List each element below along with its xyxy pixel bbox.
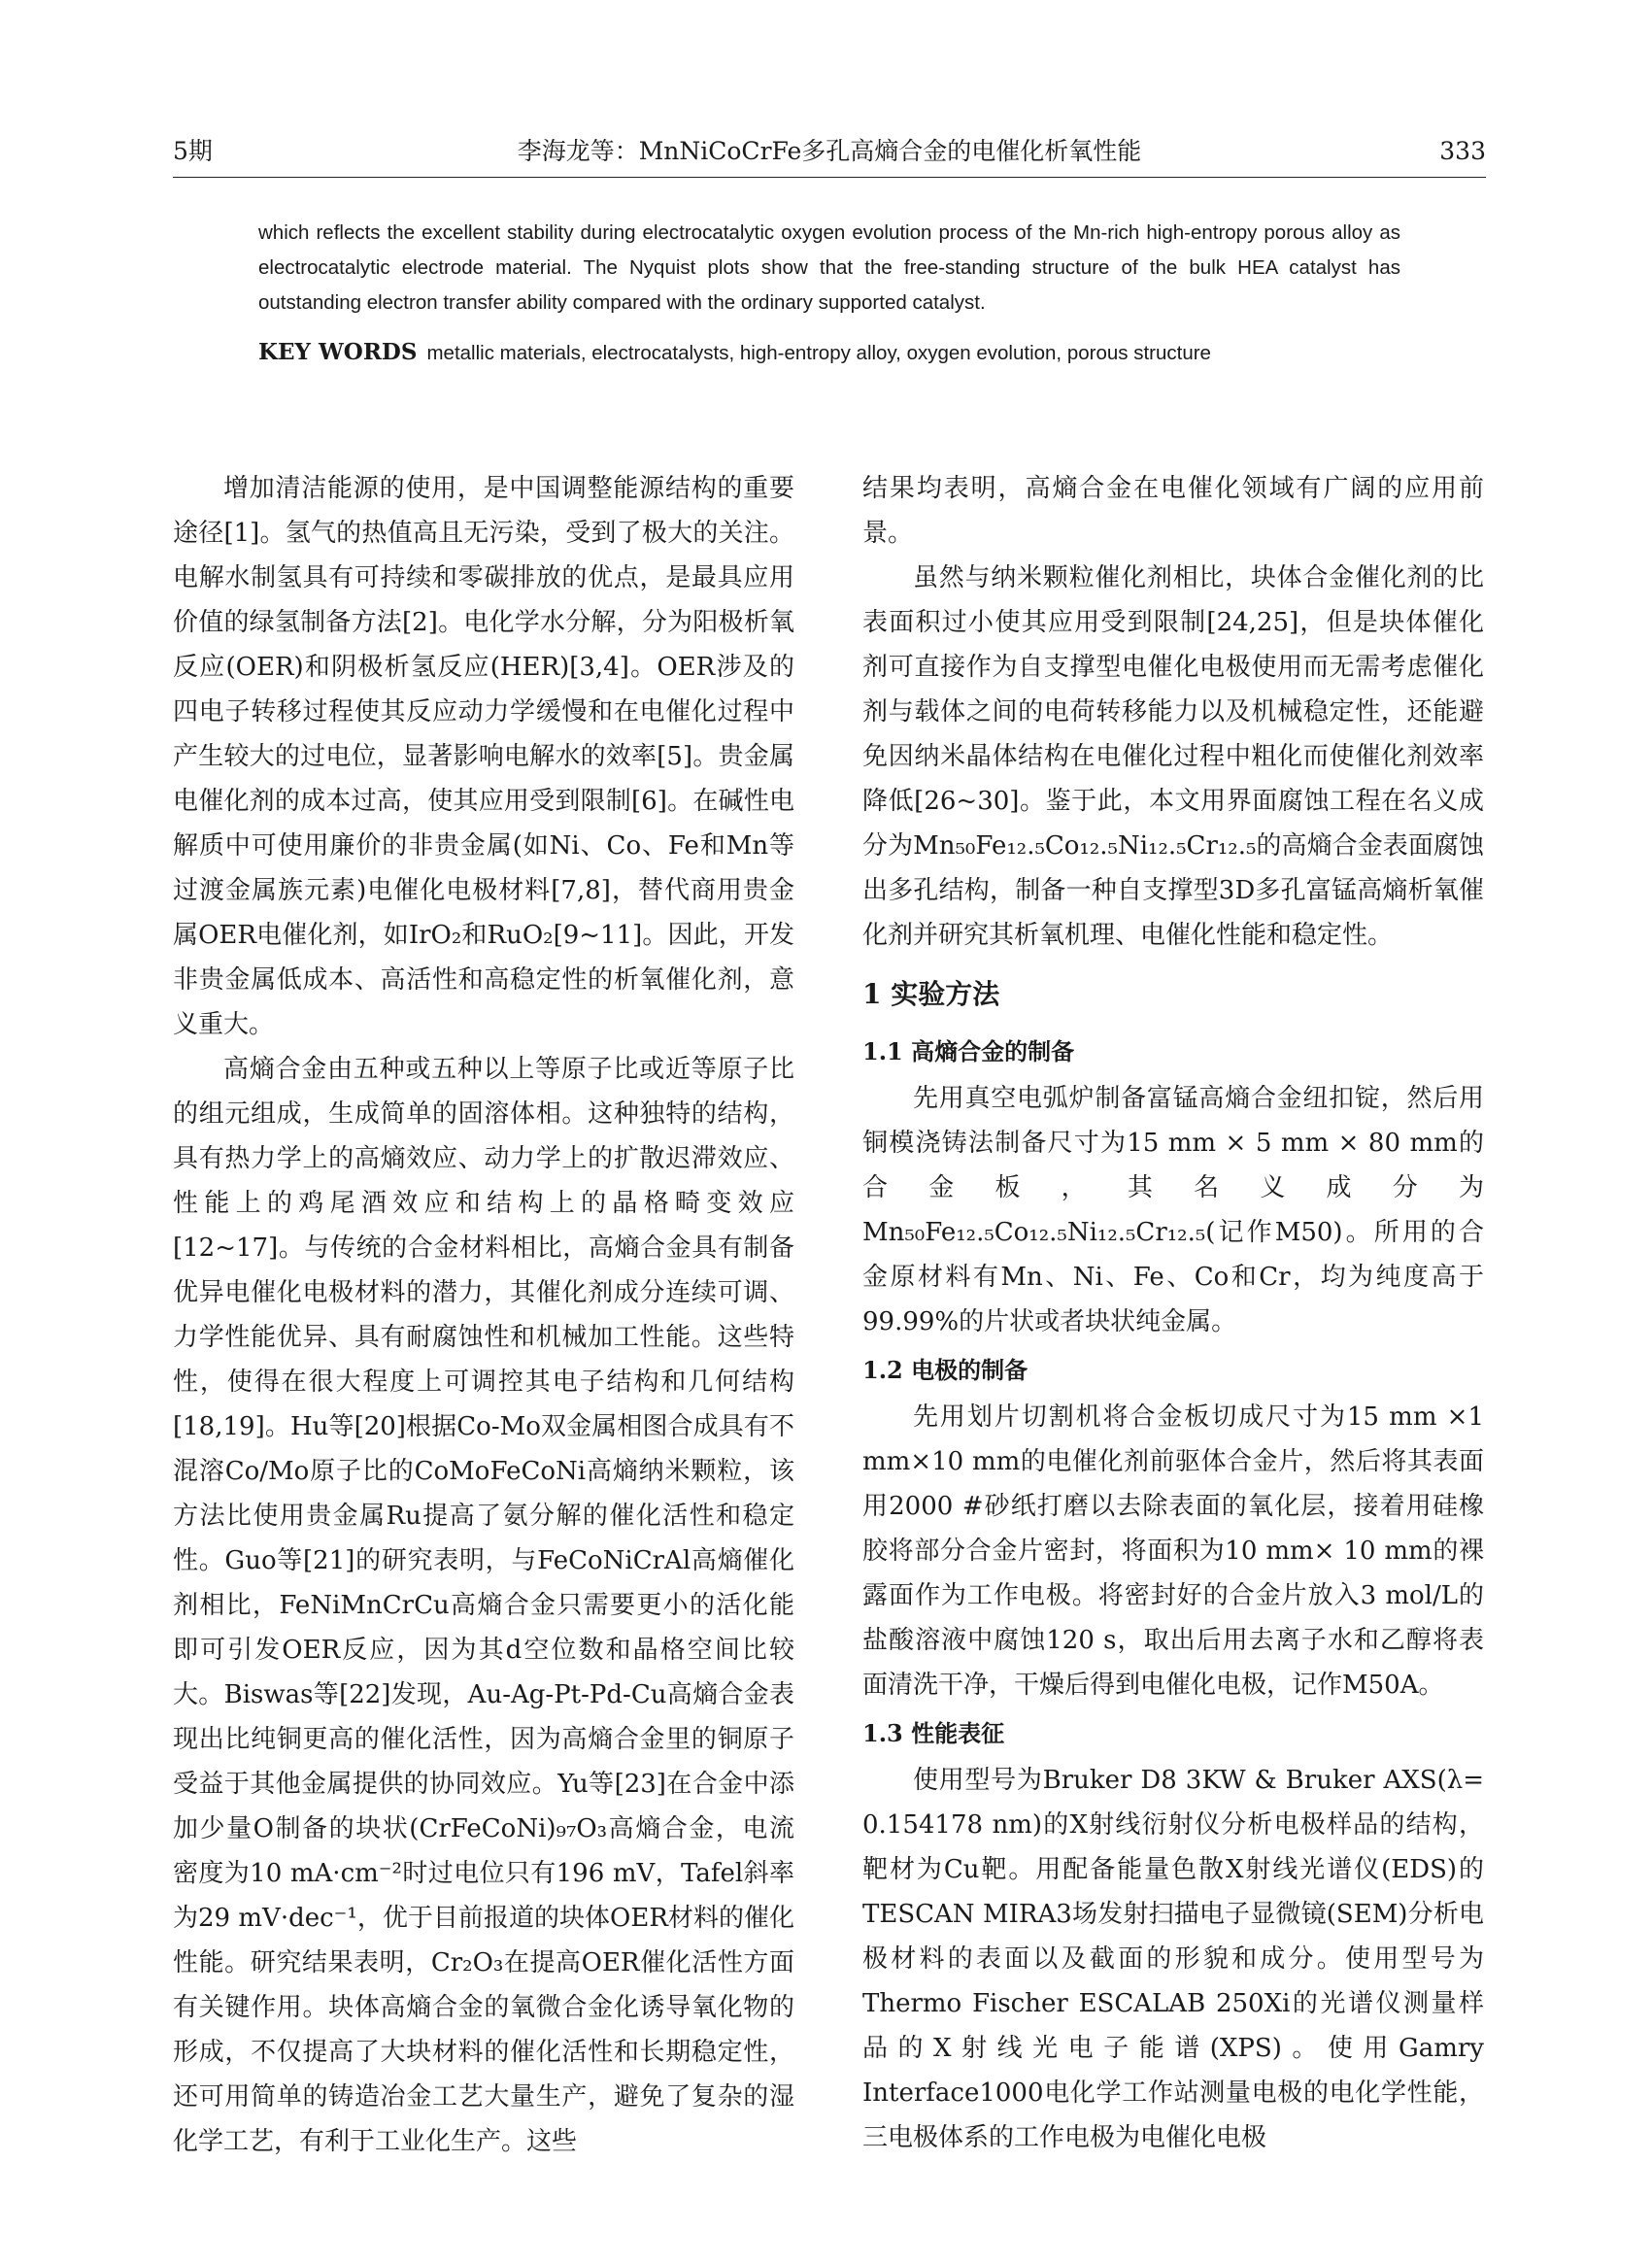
intro-paragraph-continued: 结果均表明，高熵合金在电催化领域有广阔的应用前景。 [862,474,1484,548]
subsection-title-1-1: 1.1 高熵合金的制备 [862,1037,1075,1065]
subsection-title-1-3: 1.3 性能表征 [862,1719,1005,1747]
paragraph-1-3: 使用型号为Bruker D8 3KW & Bruker AXS(λ= 0.154178 nm)的X射线衍射仪分析电极样品的结构，靶材为Cu靶。用配备能量色散X射线光谱仪(EDS)的TESCAN MIRA3场发射扫描电子显微镜(SEM)分析电极材料的表面以及截面的形貌和成分。使用型号为Thermo Fischer ESCALAB 250Xi的光谱仪测量样品的X射线光电子能谱(XPS)。使用Gamry Interface1000电化学工作站测量电极的电化学性能，三电极体系的工作电极为电催化电极 [862,1766,1484,2152]
page-number: 333 [1439,137,1486,165]
subsection-title-1-2: 1.2 电极的制备 [862,1356,1028,1384]
paragraph-1-2: 先用划片切割机将合金板切成尺寸为15 mm ×1 mm×10 mm的电催化剂前驱体合金片，然后将其表面用2000 #砂纸打磨以去除表面的氧化层，接着用硅橡胶将部分合金片密封，将面积为10 mm× 10 mm的裸露面作为工作电极。将密封好的合金片放入3 mol/L的盐酸溶液中腐蚀120 s，取出后用去离子水和乙醇将表面清洗干净，干燥后得到电催化电极，记作M50A。 [862,1402,1484,1700]
keywords-text: metallic materials, electrocatalysts, high-entropy alloy, oxygen evolution, porous structure [426,342,1211,364]
abstract-block [258,216,1400,368]
keywords-label: KEY WORDS [258,339,418,365]
keywords-line [258,338,1400,368]
page-header [173,132,1486,171]
paragraph-1-1: 先用真空电弧炉制备富锰高熵合金纽扣锭，然后用铜模浇铸法制备尺寸为15 mm × 5 mm × 80 mm的合金板，其名义成分为Mn₅₀Fe₁₂.₅Co₁₂.₅Ni₁₂.₅Cr₁₂.₅(记作M50)。所用的合金原材料有Mn、Ni、Fe、Co和Cr，均为纯度高于99.99%的片状或者块状纯金属。 [862,1084,1484,1336]
left-column [173,466,794,2164]
intro-paragraph-2: 高熵合金由五种或五种以上等原子比或近等原子比的组元组成，生成简单的固溶体相。这种独特的结构，具有热力学上的高熵效应、动力学上的扩散迟滞效应、性能上的鸡尾酒效应和结构上的晶格畸变效应[12~17]。与传统的合金材料相比，高熵合金具有制备优异电催化电极材料的潜力，其催化剂成分连续可调、力学性能优异、具有耐腐蚀性和机械加工性能。这些特性，使得在很大程度上可调控其电子结构和几何结构[18,19]。Hu等[20]根据Co-Mo双金属相图合成具有不混溶Co/Mo原子比的CoMoFeCoNi高熵纳米颗粒，该方法比使用贵金属Ru提高了氨分解的催化活性和稳定性。Guo等[21]的研究表明，与FeCoNiCrAl高熵催化剂相比，FeNiMnCrCu高熵合金只需要更小的活化能即可引发OER反应，因为其d空位数和晶格空间比较大。Biswas等[22]发现，Au-Ag-Pt-Pd-Cu高熵合金表现出比纯铜更高的催化活性，因为高熵合金里的铜原子受益于其他金属提供的协同效应。Yu等[23]在合金中添加少量O制备的块状(CrFeCoNi)₉₇O₃高熵合金，电流密度为10 mA·cm⁻²时过电位只有196 mV，Tafel斜率为29 mV·dec⁻¹，优于目前报道的块体OER材料的催化性能。研究结果表明，Cr₂O₃在提高OER催化活性方面有关键作用。块体高熵合金的氧微合金化诱导氧化物的形成，不仅提高了大块材料的催化活性和长期稳定性，还可用简单的铸造冶金工艺大量生产，避免了复杂的湿化学工艺，有利于工业化生产。这些 [173,1055,794,2156]
header-rule [173,177,1486,178]
section-title-methods: 1 实验方法 [862,978,1000,1010]
intro-paragraph-3: 虽然与纳米颗粒催化剂相比，块体合金催化剂的比表面积过小使其应用受到限制[24,25]，但是块体催化剂可直接作为自支撑型电催化电极使用而无需考虑催化剂与载体之间的电荷转移能力以及机械稳定性，还能避免因纳米晶体结构在电催化过程中粗化而使催化剂效率降低[26~30]。鉴于此，本文用界面腐蚀工程在名义成分为Mn₅₀Fe₁₂.₅Co₁₂.₅Ni₁₂.₅Cr₁₂.₅的高熵合金表面腐蚀出多孔结构，制备一种自支撑型3D多孔富锰高熵析氧催化剂并研究其析氧机理、电催化性能和稳定性。 [862,563,1484,950]
issue-number: 5期 [173,137,213,165]
intro-paragraph-1: 增加清洁能源的使用，是中国调整能源结构的重要途径[1]。氢气的热值高且无污染，受到了极大的关注。电解水制氢具有可持续和零碳排放的优点，是最具应用价值的绿氢制备方法[2]。电化学水分解，分为阳极析氧反应(OER)和阴极析氢反应(HER)[3,4]。OER涉及的四电子转移过程使其反应动力学缓慢和在电催化过程中产生较大的过电位，显著影响电解水的效率[5]。贵金属电催化剂的成本过高，使其应用受到限制[6]。在碱性电解质中可使用廉价的非贵金属(如Ni、Co、Fe和Mn等过渡金属族元素)电催化电极材料[7,8]，替代商用贵金属OER电催化剂，如IrO₂和RuO₂[9~11]。因此，开发非贵金属低成本、高活性和高稳定性的析氧催化剂，意义重大。 [173,474,794,1039]
abstract-text: which reflects the excellent stability during electrocatalytic oxygen evolution process of the Mn-rich high-entropy porous alloy as electrocatalytic electrode material. The Nyquist plots show that the free-standing structure of the bulk HEA catalyst has outstanding electron transfer ability compared with the ordinary supported catalyst. [258,221,1400,314]
right-column [862,466,1484,2160]
running-title: 李海龙等：MnNiCoCrFe多孔高熵合金的电催化析氧性能 [517,137,1142,165]
